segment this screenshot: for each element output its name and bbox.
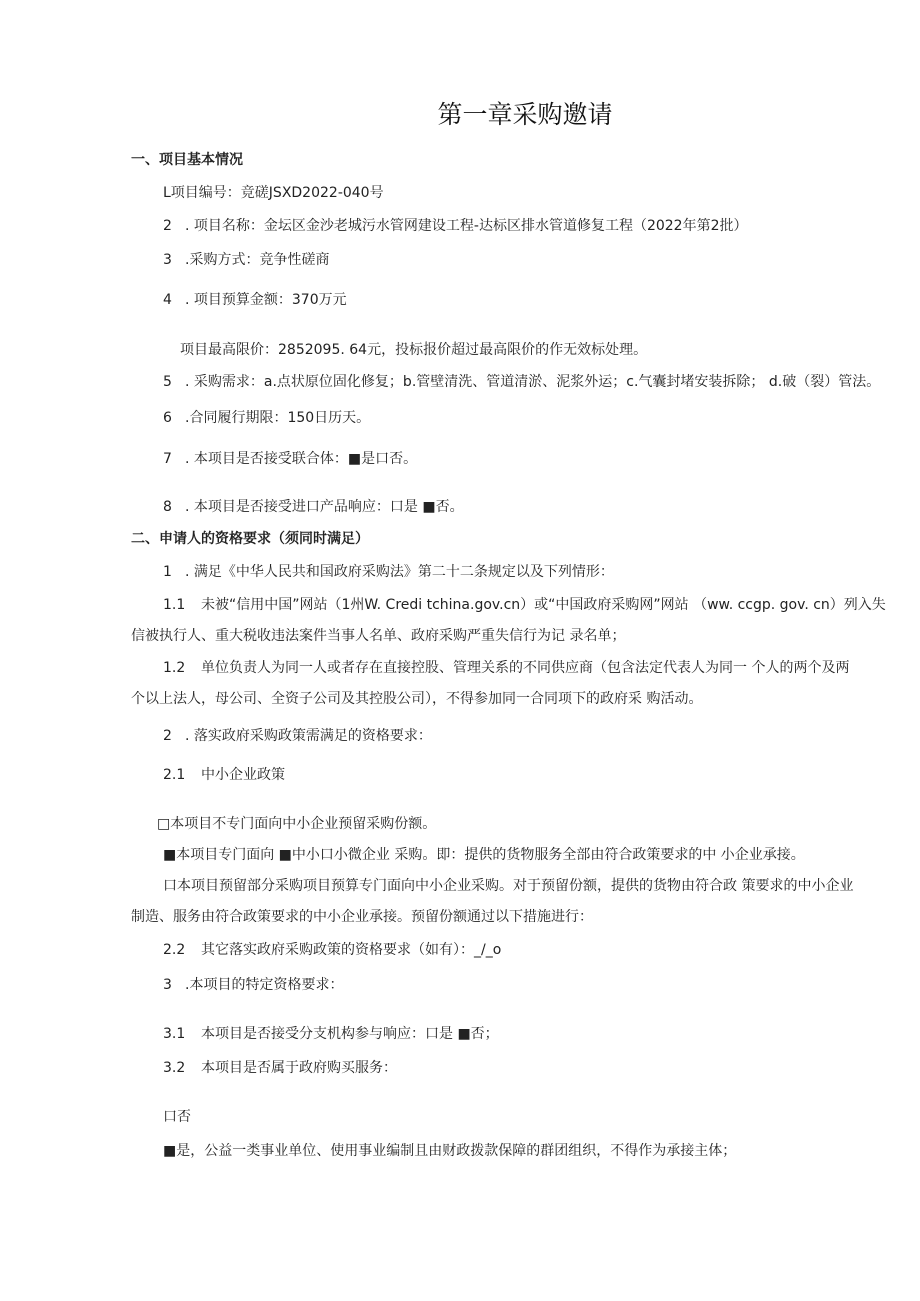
item-text: 单位负责人为同一人或者存在直接控股、管理关系的不同供应商（包含法定代表人为同一 个人的两个及两 xyxy=(201,660,850,676)
item-contract-period xyxy=(163,408,370,428)
item-consortium xyxy=(163,449,417,469)
qualification-1-1-line1 xyxy=(163,595,886,615)
item-text: .采购方式：竞争性磋商 xyxy=(185,252,330,268)
item-text: . 落实政府采购政策需满足的资格要求： xyxy=(185,728,432,744)
item-project-name xyxy=(163,216,748,236)
section2-heading: 二、申请人的资格要求（须同时满足） xyxy=(131,531,369,547)
qualification-1-2-line2: 个以上法人，母公司、全资子公司及其控股公司），不得参加同一合同项下的政府采 购活动。 xyxy=(131,691,703,707)
max-price-text: 项目最高限价：2852095. 64元，投标报价超过最高限价的作无效标处理。 xyxy=(180,342,648,358)
item-text: .合同履行期限：150日历天。 xyxy=(185,410,371,426)
qualification-2 xyxy=(163,726,432,746)
qualification-3-2 xyxy=(163,1058,397,1078)
item-number: 2 xyxy=(163,728,172,744)
qualification-1 xyxy=(163,562,614,582)
option-yes: ■是，公益一类事业单位、使用事业编制且由财政拨款保障的群团组织，不得作为承接主体； xyxy=(163,1143,737,1159)
item-text: .本项目的特定资格要求： xyxy=(185,977,344,993)
item-number: 3.1 xyxy=(163,1026,186,1042)
item-text: . 采购需求：a.点状原位固化修复；b.管壁清洗、管道清淤、泥浆外运；c.气囊封堵安装拆除； d.破（裂）管法。 xyxy=(185,374,881,390)
item-text: 中小企业政策 xyxy=(201,767,285,783)
section1-heading: 一、项目基本情况 xyxy=(131,152,243,168)
qualification-2-2 xyxy=(163,940,501,960)
item-number: 1.2 xyxy=(163,660,186,676)
item-text: . 项目预算金额：370万元 xyxy=(185,292,347,308)
item-number: 2.1 xyxy=(163,767,186,783)
item-text: . 本项目是否接受进口产品响应：口是 ■否。 xyxy=(185,499,464,515)
item-number: 2.2 xyxy=(163,942,186,958)
item-text: 其它落实政府采购政策的资格要求（如有）：_/_o xyxy=(201,942,502,958)
item-text: . 本项目是否接受联合体：■是口否。 xyxy=(185,451,418,467)
option-no: 口否 xyxy=(163,1109,191,1125)
item-number: 1 xyxy=(163,564,172,580)
qualification-1-2-line1 xyxy=(163,658,849,678)
item-number: 3 xyxy=(163,252,172,268)
sme-option-not-reserved: □本项目不专门面向中小企业预留采购份额。 xyxy=(157,816,437,832)
item-budget xyxy=(163,290,347,310)
item-text: . 满足《中华人民共和国政府采购法》第二十二条规定以及下列情形： xyxy=(185,564,614,580)
item-requirements xyxy=(163,372,880,392)
sme-option-dedicated: ■本项目专门面向 ■中小口小微企业 采购。即：提供的货物服务全部由符合政策要求的中 小企业承接。 xyxy=(163,847,805,863)
item-number: 5 xyxy=(163,374,172,390)
item-text: . 项目名称：金坛区金沙老城污水管网建设工程-达标区排水管道修复工程（2022年第2批） xyxy=(185,218,748,234)
item-number: 2 xyxy=(163,218,172,234)
item-procurement-method xyxy=(163,250,329,270)
item-text: 本项目是否属于政府购买服务： xyxy=(201,1060,397,1076)
item-number: 7 xyxy=(163,451,172,467)
qualification-3-1 xyxy=(163,1024,499,1044)
item-number: 1.1 xyxy=(163,597,186,613)
sme-option-partial-line1: 口本项目预留部分采购项目预算专门面向中小企业采购。对于预留份额，提供的货物由符合政 策要求的中小企业 xyxy=(163,878,854,894)
item-number: 6 xyxy=(163,410,172,426)
item-imported-products xyxy=(163,497,464,517)
item-number: 8 xyxy=(163,499,172,515)
qualification-2-1 xyxy=(163,765,285,785)
item-project-number: L项目编号：竞磋JSXD2022-040号 xyxy=(163,185,384,201)
item-number: 3.2 xyxy=(163,1060,186,1076)
page-title: 第一章采购邀请 xyxy=(437,100,613,129)
item-text: 本项目是否接受分支机构参与响应：口是 ■否； xyxy=(201,1026,499,1042)
qualification-3 xyxy=(163,975,343,995)
sme-option-partial-line2: 制造、服务由符合政策要求的中小企业承接。预留份额通过以下措施进行： xyxy=(131,909,593,925)
item-text: 未被“信用中国”网站（1州W. Credi tchina.gov.cn）或“中国政府采购网”网站 （ww. ccgp. gov. cn）列入失 xyxy=(201,597,886,613)
item-number: 3 xyxy=(163,977,172,993)
qualification-1-1-line2: 信被执行人、重大税收违法案件当事人名单、政府采购严重失信行为记 录名单； xyxy=(131,628,626,644)
item-number: 4 xyxy=(163,292,172,308)
